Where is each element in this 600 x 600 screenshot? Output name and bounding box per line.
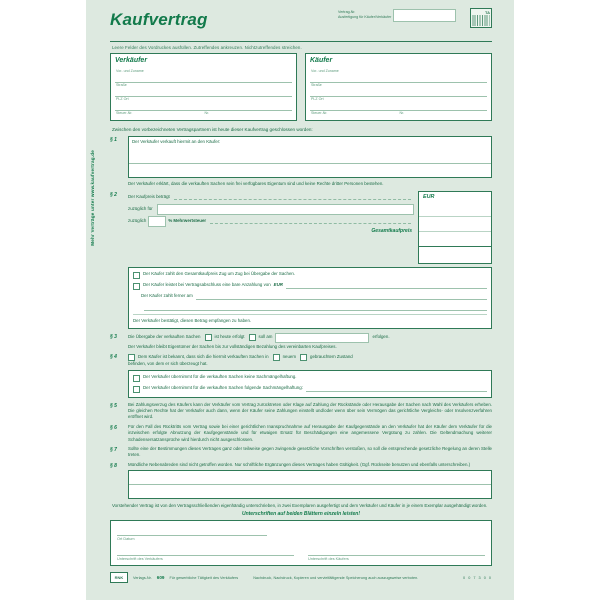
buyer-title: Käufer: [310, 56, 333, 64]
warranty-box: [128, 370, 492, 398]
warranty-option-2-row[interactable]: [133, 385, 487, 393]
buyer-city-field[interactable]: [310, 97, 487, 111]
eur-cell-gesamt[interactable]: [419, 247, 491, 263]
price-row-3: [128, 215, 414, 227]
section-5: [110, 402, 492, 421]
seller-signature-label: Unterschrift des Verkäufers: [117, 557, 163, 562]
section-7-text: Sollte eine der Bestimmungen dieses Vertrages ganz oder teilweise gegen zwingende gesetzliche Vorschriften verstoßen, so soll die entsprechende gesetzliche Regelung an deren Stelle treten.: [128, 445, 492, 458]
section-1-number: § 1: [110, 136, 117, 143]
section-3-body: [128, 333, 492, 350]
zuzueglich-input[interactable]: [157, 204, 414, 215]
section-8-note-line-2[interactable]: [129, 485, 491, 498]
document-footer: [110, 572, 492, 583]
section-4: [110, 353, 492, 367]
buyer-signature-col[interactable]: [308, 555, 485, 561]
price-wrap: [128, 191, 492, 264]
seller-city-label: PLZ Ort: [116, 96, 129, 101]
vertrag-nr-block: [338, 9, 456, 22]
section-4-text-b: neuem: [282, 353, 297, 359]
buyer-nr-label: Nr.: [399, 110, 405, 115]
verlag-number: 609: [156, 575, 165, 581]
seller-street-field[interactable]: [115, 83, 292, 97]
payment-option-1-label: Der Käufer zahlt den Gesamtkaufpreis Zug um Zug bei Übergabe der Sachen.: [143, 271, 296, 277]
payment-option-3-label: Der Käufer zahlt ferner am: [141, 293, 193, 299]
section-1: [110, 136, 492, 178]
section-6: [110, 424, 492, 443]
seller-name-label: Vor- und Zuname: [116, 68, 144, 73]
warranty-body: [128, 370, 492, 398]
section-3-text-c: soll am: [258, 334, 273, 340]
intro-text: Zwischen den vorbezeichneten Vertragspartnern ist heute dieser Kaufvertrag geschlossen worden:: [112, 126, 313, 132]
section-2-body: [128, 191, 492, 264]
section-1-box[interactable]: [128, 136, 492, 178]
payment-extra-input[interactable]: [144, 304, 487, 311]
section-1-body: [128, 136, 492, 178]
section-3-line-2: Der Verkäufer bleibt Eigentümer der Sachen bis zur vollständigen Bezahlung des vereinbarten Kaufpreises.: [128, 343, 337, 349]
seller-name-field[interactable]: [115, 69, 292, 83]
seller-box: [110, 53, 297, 121]
buyer-city-label: PLZ Ort: [311, 96, 324, 101]
section-3-checkbox-am[interactable]: [249, 334, 256, 341]
warranty-option-1-label: Der Verkäufer übernimmt für die verkauften Sachen keine Sachmängelhaftung.: [143, 374, 297, 379]
section-8-notes-box[interactable]: [128, 470, 492, 499]
eur-cell-zuzueglich[interactable]: [419, 217, 491, 232]
section-2: [110, 191, 492, 264]
seller-signature-col[interactable]: [117, 555, 294, 561]
buyer-street-field[interactable]: [310, 83, 487, 97]
eur-cell-mwst[interactable]: [419, 232, 491, 247]
section-4-text-c: gebrauchtem Zustand: [310, 353, 353, 359]
buyer-name-field[interactable]: [310, 69, 487, 83]
price-row-1: [128, 191, 414, 203]
signature-lines: [117, 555, 485, 561]
vertrag-nr-input[interactable]: [393, 9, 456, 22]
section-6-text: Für den Fall des Rücktritts vom Vertrag sowie bei einer gerichtlichen Inanspruchnahme auf Herausgabe der Kaufgegenstände an den Verkäufer hat der Käufer dem Verkäufer für die inzwischen erfolgte Abnutzung der Kaufgegenstände und für etwaigen Ersatz für Beschädigungen eine angemessene Vergütung zu zahlen. Die Geltendmachung weiterer Schadensersatzansprüche wird hierdurch nicht ausgeschlossen.: [128, 423, 492, 442]
form-instructions: Leere Felder des Vordruckes ausfüllen. Zutreffendes ankreuzen. Nichtzutreffendes streichen.: [112, 44, 302, 50]
section-4-text-a: Dem Käufer ist bekannt, dass sich die hiermit verkauften Sachen in: [138, 353, 269, 359]
seller-nr-label: Nr.: [204, 110, 210, 115]
payment-option-1-checkbox[interactable]: [133, 272, 140, 279]
footer-note-2: Nachdruck, Nachdruck, Kopieren und vervielfältigende Speicherung auch auszugsweise verboten.: [253, 575, 419, 580]
section-1-note: Der Verkäufer erklärt, dass die verkauften Sachen sein frei verfügbares Eigentum sind und keine Rechte dritter Personen bestehen.: [128, 180, 384, 186]
section-4-number: § 4: [110, 354, 117, 361]
parties-section: [110, 53, 492, 121]
section-3-text-d: erfolgen.: [372, 334, 390, 340]
eur-cell-kaufpreis[interactable]: [419, 202, 491, 217]
price-left: [128, 191, 418, 264]
seller-taxid-half[interactable]: [115, 111, 204, 124]
buyer-signature-label: Unterschrift des Käufers: [308, 557, 349, 562]
section-1-heading: Der Verkäufer verkauft hiermit an den Käufer:: [132, 138, 221, 144]
closing-emphasis: Unterschriften auf beiden Blättern einzeln leisten!: [241, 511, 361, 518]
section-8-body: [128, 462, 492, 499]
footer-code: 0 0 7 3 0 0: [463, 575, 492, 580]
payment-option-2-checkbox[interactable]: [133, 283, 140, 290]
payment-option-2-row[interactable]: [133, 282, 487, 290]
payment-option-3-row[interactable]: [133, 293, 487, 300]
eur-column: [418, 191, 492, 264]
kaufpreis-dots: [174, 192, 411, 200]
buyer-name-label: Vor- und Zuname: [311, 68, 339, 73]
payment-confirmation: Der Verkäufer bestätigt, diesen Betrag empfangen zu haben.: [133, 314, 487, 324]
section-8-number: § 8: [110, 462, 117, 469]
footer-note-1: Für gewerbliche Tätigkeit des Verkäufers: [169, 575, 239, 580]
seller-street-label: Straße: [116, 82, 127, 87]
payment-section: [110, 267, 492, 329]
buyer-taxid-field[interactable]: [310, 111, 487, 124]
buyer-box: [305, 53, 492, 121]
section-3-number: § 3: [110, 333, 117, 340]
payment-spacer: [110, 267, 128, 329]
section-4-checkbox-gebraucht[interactable]: [300, 354, 307, 361]
section-5-number: § 5: [110, 402, 117, 409]
warranty-option-2-input[interactable]: [306, 385, 487, 392]
date-label: Ort Datum: [117, 537, 135, 542]
section-3-text-a: Die Übergabe der verkauften Sachen: [128, 334, 201, 340]
section-4-text-d: befinden, von dem er sich überzeugt hat.: [128, 360, 208, 366]
payment-option-2-label: Der Käufer leistet bei Vertragsabschluss eine bare Anzahlung von: [143, 282, 271, 288]
ausfertigung-label: Ausfertigung für Käufer/Verkäufer: [338, 15, 392, 20]
section-4-checkbox-neu[interactable]: [273, 354, 280, 361]
seller-nr-half[interactable]: [204, 111, 293, 124]
date-input[interactable]: [117, 525, 267, 536]
payment-body: [128, 267, 492, 329]
section-3-date-input[interactable]: [275, 333, 369, 343]
barcode-icon: [470, 8, 492, 28]
seller-taxid-field[interactable]: [115, 111, 292, 124]
seller-taxid-label: Steuer-Nr.: [116, 110, 133, 115]
section-5-text: Bei Zahlungsverzug des Käufers kann der Verkäufer vom Vertrag zurücktreten oder Klage auf Zahlung der Rückstände oder Herausgabe der Sachen nach Wahl des Verkäufers erheben. Die gleichen Rechte hat der Verkäufer auch dann, wenn der Käufer seine Zahlungen einstellt und/oder wenn über sein Vermögen das gerichtliche Vergleichs- oder Insolvenzverfahren eröffnet wird.: [128, 401, 492, 420]
section-4-checkbox-main[interactable]: [128, 354, 135, 361]
side-promo-text: Mehr Verträge unter www.kaufvertrag.de: [90, 150, 95, 246]
price-row-2: [128, 203, 414, 215]
section-2-number: § 2: [110, 192, 117, 199]
seller-city-field[interactable]: [115, 97, 292, 111]
warranty-option-2-label: Der Verkäufer übernimmt für die verkauften Sachen folgende Sachmängelhaftung:: [143, 385, 303, 391]
buyer-street-label: Straße: [311, 82, 322, 87]
section-4-body: [128, 353, 492, 367]
rnk-logo-icon: RNK: [110, 572, 128, 583]
warranty-option-1-row[interactable]: [133, 374, 487, 382]
section-3: [110, 333, 492, 350]
payment-option-2-eur: EUR: [273, 282, 283, 288]
section-7: [110, 446, 492, 459]
contract-inner: [110, 6, 492, 594]
vertrag-nr-label: Vertrag-Nr.: [338, 10, 356, 14]
gesamtkaufpreis-label: Gesamtkaufpreis: [371, 228, 412, 235]
section-1-line-3[interactable]: [129, 164, 491, 177]
section-1-note-row: [110, 181, 492, 187]
mwst-label: % Mehrwertsteuer: [168, 218, 207, 224]
payment-extra-row[interactable]: [133, 304, 487, 311]
payment-option-3-date-input[interactable]: [196, 293, 487, 300]
warranty-option-1-checkbox[interactable]: [133, 375, 140, 382]
verlag-label: Verlags-Nr.: [133, 575, 152, 580]
section-1-line-2[interactable]: [129, 150, 491, 164]
kaufpreis-label: Der Kaufpreis beträgt: [128, 194, 170, 200]
eur-label: EUR: [423, 194, 435, 201]
zuzueglich-label: zuzüglich für: [128, 206, 153, 212]
signature-box: [110, 520, 492, 566]
mwst-percent-input[interactable]: [148, 216, 166, 227]
buyer-nr-half[interactable]: [399, 111, 488, 124]
warranty-spacer: [110, 370, 128, 398]
payment-box: [128, 267, 492, 329]
page-title: Kaufvertrag: [110, 10, 208, 29]
section-3-checkbox-heute[interactable]: [205, 334, 212, 341]
section-8-text: Mündliche Nebenabreden sind nicht getroffen worden. Nur schriftliche Ergänzungen dieses Vertrages haben Gültigkeit. (Ggf. Rückseite benutzen und ebenfalls unterschreiben.): [128, 461, 471, 467]
warranty-option-2-checkbox[interactable]: [133, 386, 140, 393]
payment-option-2-amount-input[interactable]: [286, 282, 487, 289]
buyer-taxid-label: Steuer-Nr.: [311, 110, 328, 115]
document-header: [110, 6, 492, 40]
mwst-prefix: zuzüglich: [128, 218, 147, 224]
section-8: [110, 462, 492, 499]
section-8-note-line-1[interactable]: [129, 471, 491, 485]
contract-sheet: [86, 0, 514, 600]
header-rule: [110, 41, 492, 42]
closing-text: Vorstehender Vertrag ist von den Vertragsschließenden eigenhändig unterschrieben, in zwei Exemplaren ausgefertigt und dem Verkäufer und Käufer in je einem Exemplar ausgehändigt worden.: [112, 503, 488, 509]
warranty-section: [110, 370, 492, 398]
section-1-note-spacer: [110, 181, 128, 187]
vertrag-nr-labels: [338, 9, 391, 21]
buyer-taxid-half[interactable]: [310, 111, 399, 124]
section-7-number: § 7: [110, 446, 117, 453]
mwst-dots: [210, 216, 411, 224]
section-6-number: § 6: [110, 424, 117, 431]
section-3-text-b: ist heute erfolgt: [214, 334, 245, 340]
payment-option-1-row[interactable]: [133, 271, 487, 279]
barcode-lines: [472, 15, 490, 26]
barcode-label: TA: [484, 10, 490, 15]
seller-title: Verkäufer: [115, 56, 148, 64]
